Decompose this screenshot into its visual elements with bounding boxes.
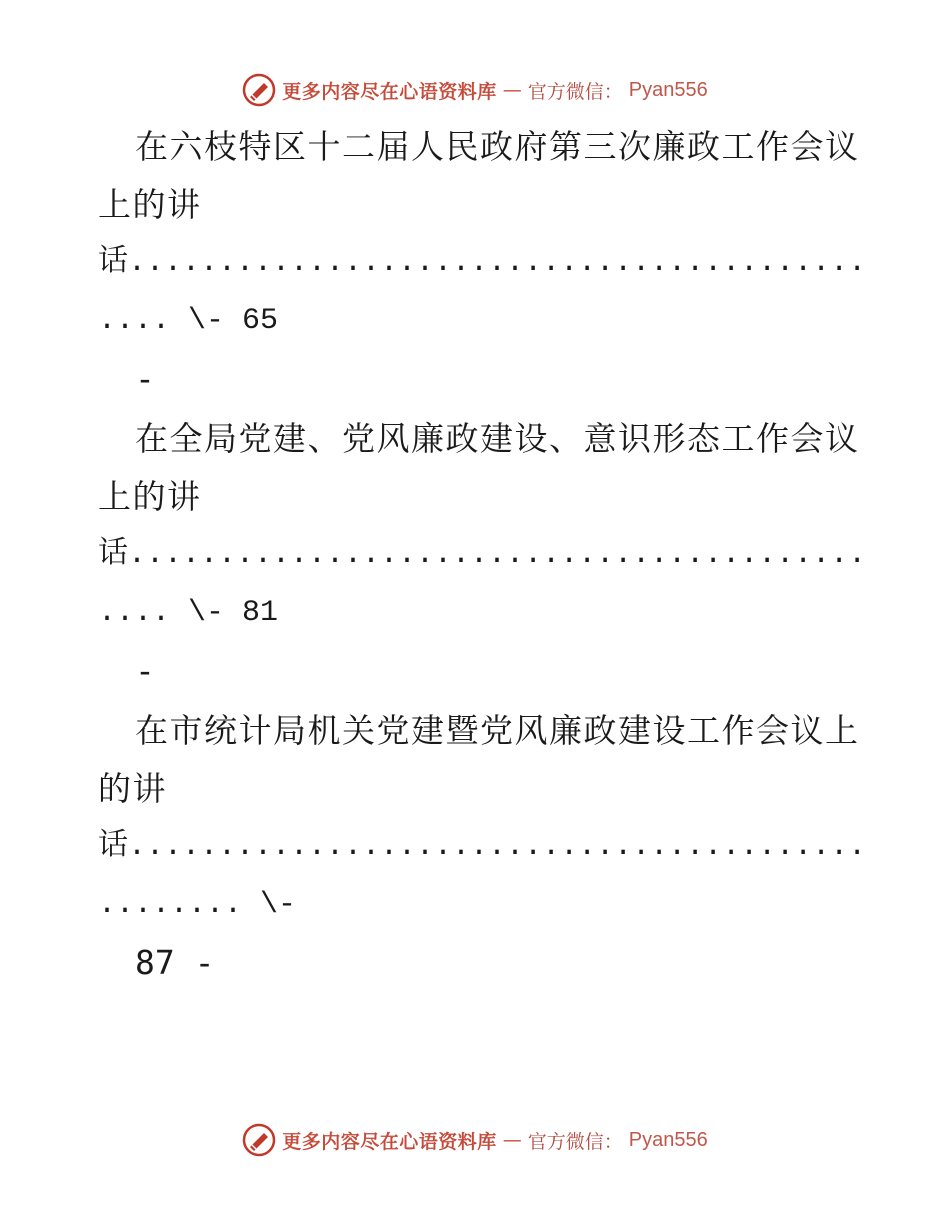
- wechat-label: 官方微信：: [527, 80, 623, 103]
- toc-leader-dots: 话.........................................: [98, 538, 867, 572]
- wechat-id: Pyan556: [628, 78, 708, 101]
- wechat-label: 官方微信：: [527, 1130, 623, 1153]
- toc-entry-title-cont: 的讲: [98, 769, 167, 808]
- toc-entry-title-cont: 上的讲: [98, 185, 202, 224]
- toc-page-tail: -: [135, 651, 155, 690]
- header-watermark: [0, 70, 950, 110]
- wechat-id: Pyan556: [628, 1128, 708, 1151]
- toc-entry-title: 在市统计局机关党建暨党风廉政建设工作会议上: [135, 711, 860, 750]
- pen-logo-icon: [242, 1123, 276, 1157]
- toc-leader-dots: 话.........................................: [98, 830, 867, 864]
- toc-entry-title: 在六枝特区十二届人民政府第三次廉政工作会议: [135, 127, 860, 166]
- toc-leader-dots: 话.........................................: [98, 246, 867, 280]
- toc-page-ref: .... \- 65: [98, 304, 279, 338]
- pen-logo-icon: [242, 73, 276, 107]
- footer-watermark: [0, 1120, 950, 1160]
- toc-entry-title: 在全局党建、党风廉政建设、意识形态工作会议: [135, 419, 860, 458]
- promo-separator: —: [502, 1129, 522, 1151]
- toc-entry-title-cont: 上的讲: [98, 477, 202, 516]
- toc-page-tail: 87 -: [135, 943, 215, 982]
- toc-page-tail: -: [135, 359, 155, 398]
- toc-page-ref: ........ \-: [98, 888, 297, 922]
- toc-page-ref: .... \- 81: [98, 596, 279, 630]
- promo-separator: —: [502, 79, 522, 101]
- promo-text: 更多内容尽在心语资料库: [282, 80, 497, 103]
- promo-text: 更多内容尽在心语资料库: [282, 1130, 497, 1153]
